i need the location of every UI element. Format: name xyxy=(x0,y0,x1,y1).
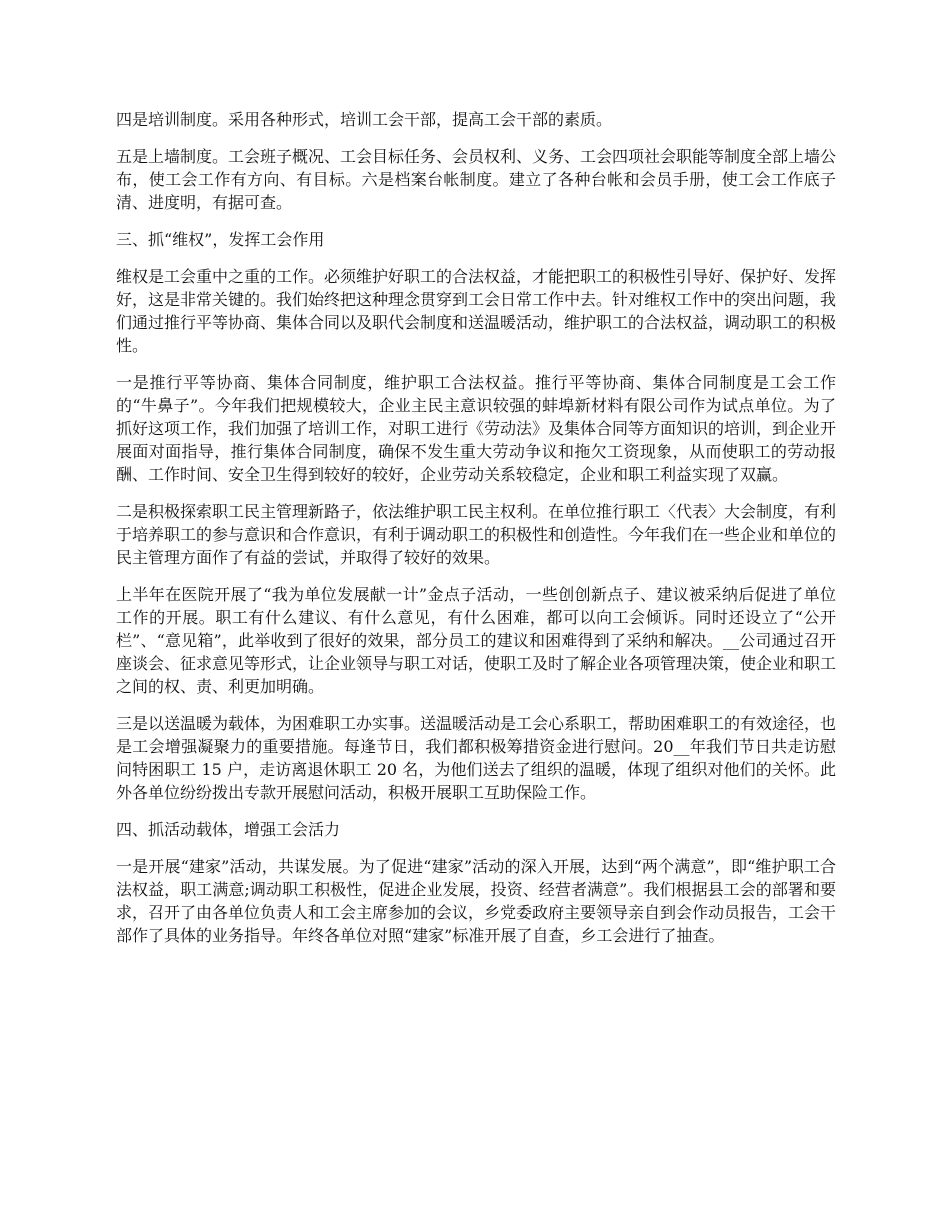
paragraph-rights-protection-intro: 维权是工会重中之重的工作。必须维护好职工的合法权益，才能把职工的积极性引导好、保护好、发挥好，这是非常关键的。我们始终把这种理念贯穿到工会日常工作中去。针对维权工作中的突出问题，我们通过推行平等协商、集体合同以及职代会制度和送温暖活动，维护职工的合法权益，调动职工的积极性。 xyxy=(116,267,837,355)
paragraph-wall-posting-system: 五是上墙制度。工会班子概况、工会目标任务、会员权利、义务、工会四项社会职能等制度全部上墙公布，使工会工作有方向、有目标。六是档案台帐制度。建立了各种台帐和会员手册，使工会工作底子清、进度明，有据可查。 xyxy=(116,147,837,212)
section-heading-activities: 四、抓活动载体，增强工会活力 xyxy=(116,820,341,839)
document-page xyxy=(116,108,836,961)
paragraph-democratic-management: 二是积极探索职工民主管理新路子，依法维护职工民主权利。在单位推行职工〈代表〉大会制度，有利于培养职工的参与意识和合作意识，有利于调动职工的积极性和创造性。今年我们在一些企业和单位的民主管理方面作了有益的尝试，并取得了较好的效果。 xyxy=(116,502,837,567)
paragraph-collective-contract: 一是推行平等协商、集体合同制度，维护职工合法权益。推行平等协商、集体合同制度是工会工作的“牛鼻子”。今年我们把规模较大，企业主民主意识较强的蚌埠新材料有限公司作为试点单位。为了抓好这项工作，我们加强了培训工作，对职工进行《劳动法》及集体合同等方面知识的培训，到企业开展面对面指导，推行集体合同制度，确保不发生重大劳动争议和拖欠工资现象，从而使职工的劳动报酬、工作时间、安全卫生得到较好的较好，企业劳动关系较稳定，企业和职工利益实现了双赢。 xyxy=(116,373,837,484)
paragraph-home-building: 一是开展“建家”活动，共谋发展。为了促进“建家”活动的深入开展，达到“两个满意”，即“维护职工合法权益，职工满意;调动职工积极性，促进企业发展，投资、经营者满意”。我们根据县工会的部署和要求，召开了由各单位负责人和工会主席参加的会议，乡党委政府主要领导亲自到会作动员报告，工会干部作了具体的业务指导。年终各单位对照“建家”标准开展了自查，乡工会进行了抽查。 xyxy=(116,857,837,945)
paragraph-sending-warmth: 三是以送温暖为载体，为困难职工办实事。送温暖活动是工会心系职工，帮助困难职工的有效途径，也是工会增强凝聚力的重要措施。每逢节日，我们都积极筹措资金进行慰问。20__年我们节日共走访慰问特困职工 15 户，走访离退休职工 20 名，为他们送去了组织的温暖，体现了组织对他们的关怀。此外各单位纷纷拨出专款开展慰问活动，积极开展职工互助保险工作。 xyxy=(116,714,837,802)
section-heading-rights-protection: 三、抓“维权”，发挥工会作用 xyxy=(116,230,325,249)
paragraph-suggestion-activity: 上半年在医院开展了“我为单位发展献一计”金点子活动，一些创创新点子、建议被采纳后促进了单位工作的开展。职工有什么建议、有什么意见，有什么困难，都可以向工会倾诉。同时还设立了“公开栏”、“意见箱”，此举收到了很好的效果，部分员工的建议和困难得到了采纳和解决。__公司通过召开座谈会、征求意见等形式，让企业领导与职工对话，使职工及时了解企业各项管理决策，使企业和职工之间的权、责、利更加明确。 xyxy=(116,585,837,696)
paragraph-training-system: 四是培训制度。采用各种形式，培训工会干部，提高工会干部的素质。 xyxy=(116,110,613,129)
